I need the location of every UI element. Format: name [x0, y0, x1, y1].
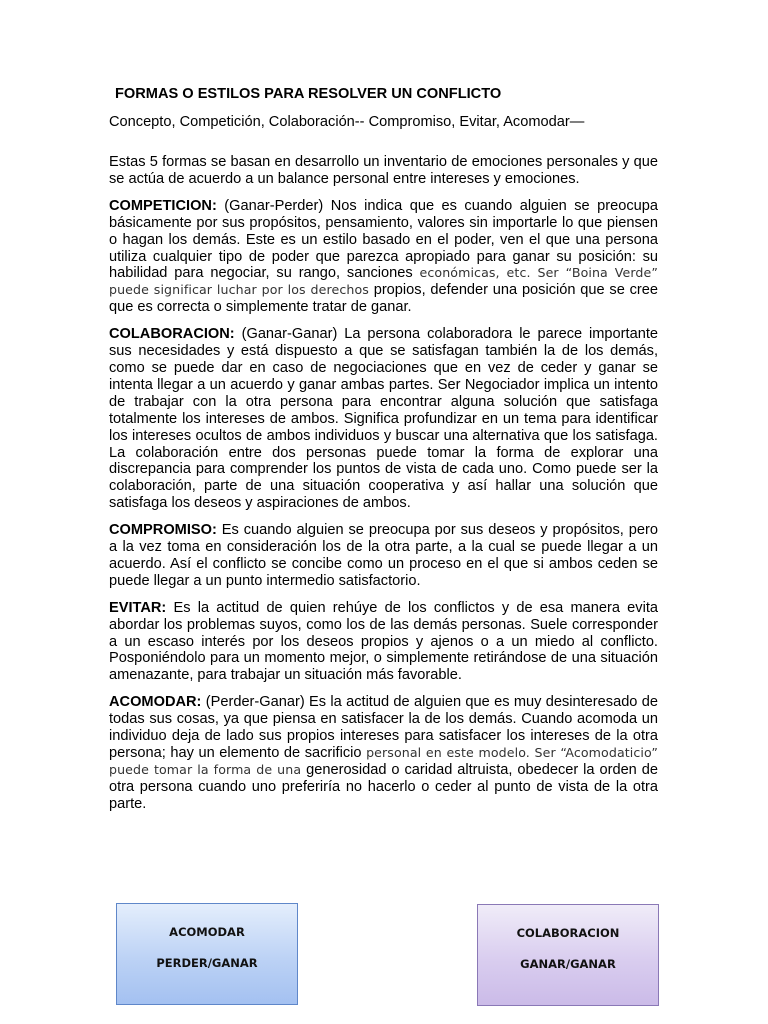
paragraph-acomodar — [109, 694, 658, 812]
document-subtitle: Concepto, Competición, Colaboración-- Compromiso, Evitar, Acomodar— — [109, 114, 585, 130]
paragraph-competicion — [109, 198, 658, 316]
paragraph-compromiso — [109, 522, 658, 590]
term-compromiso: COMPROMISO: — [109, 522, 217, 539]
competicion-text-a: (Ganar-Perder) Nos indica que es cuando alguien se preocupa básicamente por sus propósitos, pensamiento, valores sin importarle lo que piensen o hagan los demás. Este es un estilo basado en el poder, ven el que una persona utiliza cualquier tipo de poder que parezca apropiado para ganar su posición: su habilidad para negociar, su rango, sanciones — [109, 197, 658, 282]
box-colaboracion — [477, 904, 659, 1006]
term-acomodar: ACOMODAR: — [109, 694, 202, 711]
box-acomodar — [116, 903, 298, 1005]
competicion-text-thin: económicas, etc. Ser “Boina Verde” puede significar luchar por los derechos — [109, 265, 658, 298]
box-colaboracion-subtitle: GANAR/GANAR — [520, 957, 616, 971]
term-competicion: COMPETICION: — [109, 197, 217, 214]
document-title: FORMAS O ESTILOS PARA RESOLVER UN CONFLICTO — [115, 86, 502, 102]
document-body — [109, 84, 658, 813]
competicion-text-b: propios, defender una posición que se cree que es correcta o simplemente tratar de ganar. — [109, 282, 658, 316]
acomodar-text-a: (Perder-Ganar) Es la actitud de alguien que es muy desinteresado de todas sus cosas, ya que piensa en satisfacer la de los demás. Cuando acomoda un individuo deja de lado sus propios intereses para satisfacer los intereses de la otra persona; hay un elemento de sacrificio — [109, 694, 658, 761]
box-acomodar-title: ACOMODAR — [169, 925, 245, 939]
acomodar-text-thin: personal en este modelo. Ser “Acomodaticio” puede tomar la forma de una — [109, 745, 658, 777]
box-acomodar-subtitle: PERDER/GANAR — [156, 956, 258, 970]
paragraph-colaboracion — [109, 326, 658, 512]
colaboracion-text: (Ganar-Ganar) La persona colaboradora le parece importante sus necesidades y está dispuesto a que se satisfagan también la de los demás, como se puede dar en caso de negociaciones que en vez de ceder y ganar se intenta llegar a un acuerdo y ganar ambas partes. Ser Negociador implica un intento de trabajar con la otra persona para encontrar alguna solución que satisfaga totalmente los intereses de ambos. Significa profundizar en un tema para identificar los intereses ocultos de ambos individuos y buscar una alternativa que los satisfaga. La colaboración entre dos personas puede tomar la forma de explorar una discrepancia para comprender los puntos de vista de cada uno. Como puede ser la colaboración, parte de una situación cooperativa y así hallar una solución que satisfaga los deseos y aspiraciones de ambos. — [109, 326, 658, 512]
paragraph-evitar — [109, 600, 658, 685]
compromiso-text: Es cuando alguien se preocupa por sus deseos y propósitos, pero a la vez toma en consideración los de la otra parte, a la cual se puede llegar a un acuerdo. Así el conflicto se concibe como un proceso en el que si ambos ceden se puede llegar a un punto intermedio satisfactorio. — [109, 522, 658, 589]
evitar-text: Es la actitud de quien rehúye de los conflictos y de esa manera evita abordar los problemas suyos, como los de las demás personas. Suele corresponder a un escaso interés por los deseos propios y ajenos o a un miedo al conflicto. Posponiéndolo para un momento mejor, o simplemente retirándose de una situación amenazante, para trabajar un situación más favorable. — [109, 599, 658, 684]
acomodar-text-b: generosidad o caridad altruista, obedecer la orden de otra persona cuando uno preferiría no hacerlo o ceder al punto de vista de la otra parte. — [109, 761, 658, 812]
box-colaboracion-title: COLABORACION — [516, 926, 620, 940]
term-evitar: EVITAR: — [109, 599, 167, 616]
intro-paragraph: Estas 5 formas se basan en desarrollo un inventario de emociones personales y que se actúa de acuerdo a un balance personal entre intereses y emociones. — [109, 154, 658, 187]
term-colaboracion: COLABORACION: — [109, 326, 235, 343]
